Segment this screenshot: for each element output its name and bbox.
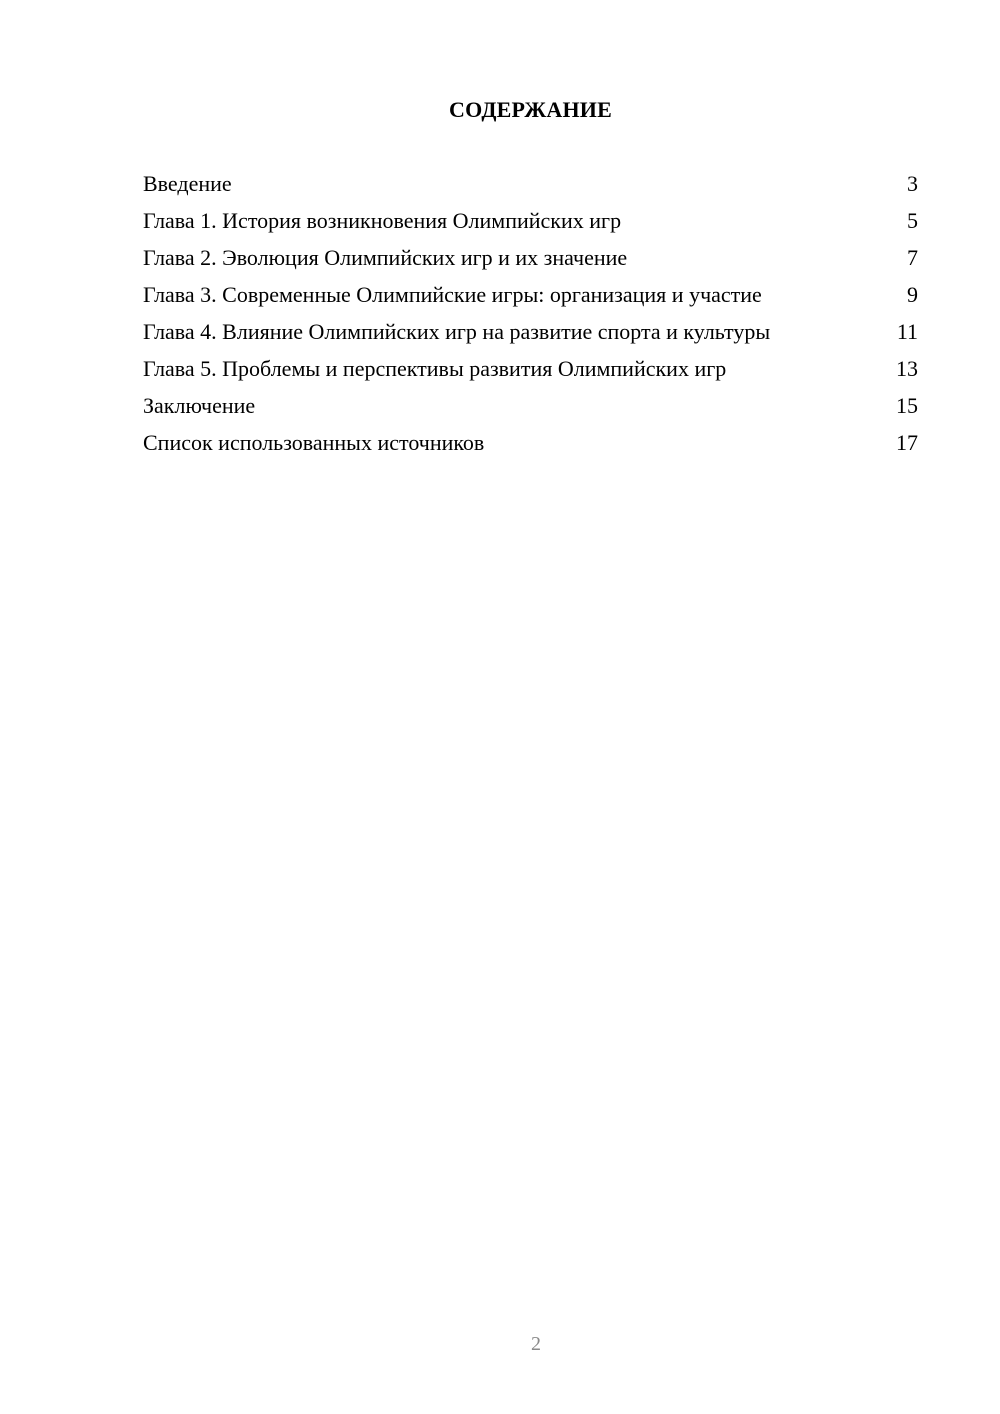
toc-entry-references bbox=[143, 430, 918, 457]
toc-entry-page: 11 bbox=[896, 319, 918, 344]
toc-entry-label: Глава 1. История возникновения Олимпийских игр bbox=[143, 208, 622, 233]
toc-entry-label: Введение bbox=[143, 171, 232, 196]
toc-entry-label: Список использованных источников bbox=[143, 430, 485, 455]
toc-entry-page: 5 bbox=[907, 208, 918, 233]
toc-entry-page: 3 bbox=[907, 171, 918, 196]
toc-entry-chapter-1 bbox=[143, 208, 918, 235]
toc-entry-label: Глава 5. Проблемы и перспективы развития Олимпийских игр bbox=[143, 356, 727, 381]
toc-title: СОДЕРЖАНИЕ bbox=[449, 97, 612, 122]
toc-entry-chapter-5 bbox=[143, 356, 918, 383]
toc-entry-page: 15 bbox=[896, 393, 918, 418]
toc-entry-page: 9 bbox=[907, 282, 918, 307]
table-of-contents bbox=[143, 171, 918, 467]
page-number: 2 bbox=[531, 1333, 541, 1355]
toc-entry-label: Заключение bbox=[143, 393, 256, 418]
toc-entry-label: Глава 3. Современные Олимпийские игры: организация и участие bbox=[143, 282, 762, 307]
toc-entry-chapter-4 bbox=[143, 319, 918, 346]
toc-entry-label: Глава 4. Влияние Олимпийских игр на развитие спорта и культуры bbox=[143, 319, 771, 344]
toc-entry-introduction bbox=[143, 171, 918, 198]
toc-entry-page: 7 bbox=[907, 245, 918, 270]
toc-entry-chapter-3 bbox=[143, 282, 918, 309]
toc-entry-chapter-2 bbox=[143, 245, 918, 272]
toc-entry-label: Глава 2. Эволюция Олимпийских игр и их значение bbox=[143, 245, 628, 270]
toc-entry-page: 17 bbox=[896, 430, 918, 455]
toc-entry-conclusion bbox=[143, 393, 918, 420]
toc-entry-page: 13 bbox=[896, 356, 918, 381]
